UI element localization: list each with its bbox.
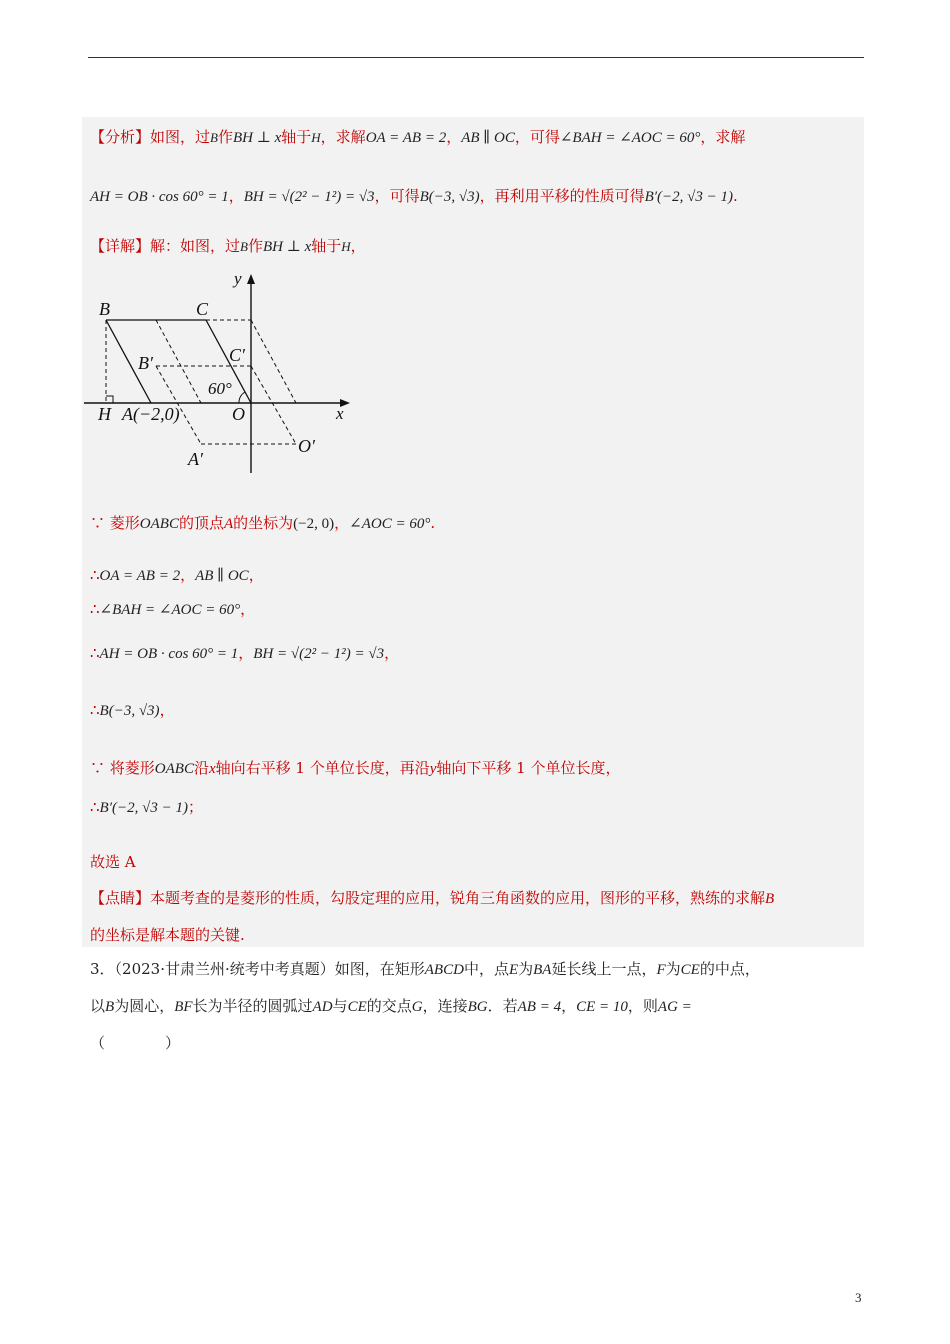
question-text: 中，点 (463, 960, 509, 978)
label-A: A(−2,0) (122, 404, 180, 424)
math-expr: ∠AOC = 60° (349, 516, 431, 532)
math-expr: AH = OB · cos 60° = 1 (90, 189, 229, 205)
analysis-text: ， (446, 128, 462, 146)
question-text: 的交点 (366, 997, 412, 1015)
math-var: CE (680, 962, 700, 978)
detail-text: 作 (247, 237, 263, 255)
math-var: BA (533, 962, 552, 978)
step-text: ， (238, 644, 254, 662)
question-text: 为 (665, 960, 681, 978)
analysis-text: 作 (217, 128, 233, 146)
comment-text: 本题考查的是菱形的性质，勾股定理的应用，锐角三角函数的应用，图形的平移，熟练的求解 (150, 889, 766, 907)
analysis-line-1 (90, 127, 745, 148)
math-expr: AH = OB · cos 60° = 1 (99, 646, 239, 662)
math-expr: ∠BAH = ∠AOC = 60° (559, 130, 701, 146)
step-text: ， (159, 701, 175, 719)
question-3-line-2 (90, 996, 692, 1017)
analysis-text: 如图，过 (150, 128, 211, 146)
math-expr: (−2, 0) (293, 516, 335, 532)
math-var: B (765, 891, 775, 907)
question-text: （2023·甘肃兰州·统考中考真题）如图，在矩形 (114, 960, 425, 978)
label-B: B (99, 299, 110, 319)
math-expr: AG = (657, 999, 692, 1015)
comment-line-2: 的坐标是解本题的关键. (90, 926, 245, 944)
comment-tag: 【点睛】 (90, 889, 151, 907)
label-B-prime: B′ (138, 353, 153, 373)
detail-intro (90, 236, 366, 257)
right-dashed-1 (251, 320, 296, 403)
step-text: ∴ (90, 600, 100, 618)
step-5 (90, 700, 175, 721)
question-text: 延长线上一点， (551, 960, 657, 978)
math-expr: AB ∥ OC (195, 568, 249, 584)
label-H: H (98, 404, 111, 424)
label-y: y (234, 269, 242, 288)
angle-arc (239, 392, 245, 403)
math-expr: B′(−2, √3 − 1) (644, 189, 734, 205)
choice: 故选 A (90, 853, 136, 871)
question-text: 为圆心， (114, 997, 175, 1015)
math-var: H (341, 239, 351, 254)
detail-text: ， (350, 237, 366, 255)
math-var: G (411, 999, 423, 1015)
step-text: 轴向右平移 1 个单位长度，再沿 (215, 759, 430, 777)
math-expr: BH = √(2² − 1²) = √3 (243, 189, 375, 205)
label-O: O (232, 404, 245, 424)
analysis-text: ，再利用平移的性质可得 (479, 187, 645, 205)
step-text: ； (187, 798, 203, 816)
question-3-line-1 (90, 959, 760, 980)
question-number: 3． (90, 960, 115, 978)
math-expr: OA = AB = 2 (99, 568, 181, 584)
question-3-answer-blank: （ ） (90, 1034, 181, 1052)
math-var: BF (174, 999, 193, 1015)
detail-text: 轴于 (311, 237, 342, 255)
math-var: B (105, 999, 115, 1015)
step-text: ∵ 将菱形 (90, 759, 155, 777)
question-text: ．若 (487, 997, 518, 1015)
comment-line-1 (90, 888, 774, 909)
math-var: AD (312, 999, 333, 1015)
math-expr: B(−3, √3) (419, 189, 480, 205)
analysis-text: ， (228, 187, 244, 205)
question-text: 的中点， (699, 960, 760, 978)
analysis-text: ，可得 (514, 128, 560, 146)
step-text: ， (180, 566, 196, 584)
step-text: 的顶点 (178, 514, 224, 532)
math-var: x (208, 761, 216, 777)
math-var: A (223, 516, 234, 532)
step-6 (90, 758, 621, 779)
step-text: 沿 (193, 759, 209, 777)
geometry-figure (84, 268, 354, 478)
label-O-prime: O′ (298, 436, 315, 456)
page-number: 3 (855, 1290, 862, 1305)
question-text: 以 (90, 997, 106, 1015)
math-expr: BH ⊥ x (263, 239, 312, 255)
math-var: CE (347, 999, 367, 1015)
math-expr: B′(−2, √3 − 1) (99, 800, 188, 816)
math-expr: OABC (139, 516, 179, 532)
analysis-text: 轴于 (281, 128, 312, 146)
mid-dashed-1 (156, 320, 201, 403)
math-expr: ∠BAH = ∠AOC = 60° (99, 602, 241, 618)
math-var: B (240, 239, 248, 254)
analysis-line-2 (90, 186, 738, 207)
question-text: ，则 (627, 997, 658, 1015)
analysis-text: ，求解 (320, 128, 366, 146)
step-text: ， (384, 644, 400, 662)
math-var: H (311, 130, 321, 145)
step-text: ∴ (90, 566, 100, 584)
math-var: BG (467, 999, 488, 1015)
math-var: ABCD (424, 962, 464, 978)
math-expr: B(−3, √3) (99, 703, 160, 719)
analysis-text: . (733, 187, 738, 205)
label-x: x (336, 404, 344, 423)
math-var: F (656, 962, 666, 978)
math-var: y (429, 761, 437, 777)
step-text: ∴ (90, 798, 100, 816)
step-text: ∵ 菱形 (90, 514, 140, 532)
top-rule (88, 57, 864, 58)
y-axis-arrow (247, 274, 255, 284)
math-expr: BH ⊥ x (233, 130, 282, 146)
label-A-prime: A′ (188, 449, 203, 469)
math-expr: OABC (154, 761, 194, 777)
question-text: 为 (518, 960, 534, 978)
math-expr: BH = √(2² − 1²) = √3 (253, 646, 385, 662)
math-expr: AB = 4 (517, 999, 562, 1015)
step-text: ， (334, 514, 350, 532)
step-3 (90, 599, 255, 620)
analysis-text: ，可得 (374, 187, 420, 205)
step-text: 的坐标为 (233, 514, 294, 532)
right-angle-mark (106, 396, 113, 403)
analysis-text: ，求解 (700, 128, 746, 146)
analysis-tag: 【分析】 (90, 128, 151, 146)
math-expr: OA = AB = 2 (365, 130, 447, 146)
math-expr: CE = 10 (576, 999, 628, 1015)
label-C-prime: C′ (229, 345, 245, 365)
label-C: C (196, 299, 209, 319)
edge-CprimeOprime (251, 366, 296, 444)
question-text: ，连接 (422, 997, 468, 1015)
step-text: ∴ (90, 701, 100, 719)
step-text: ， (240, 600, 256, 618)
detail-text: 解：如图，过 (150, 237, 241, 255)
question-text: ， (561, 997, 577, 1015)
math-expr: AB ∥ OC (461, 130, 515, 146)
step-text: . (430, 514, 436, 532)
step-text: 轴向下平移 1 个单位长度， (436, 759, 621, 777)
step-4 (90, 643, 399, 664)
question-text: 长为半径的圆弧过 (192, 997, 313, 1015)
math-var: E (508, 962, 519, 978)
question-text: 与 (332, 997, 348, 1015)
step-text: ∴ (90, 644, 100, 662)
step-text: ， (248, 566, 264, 584)
step-2 (90, 565, 264, 586)
step-7 (90, 797, 203, 818)
step-1 (90, 513, 435, 534)
detail-tag: 【详解】 (90, 237, 151, 255)
label-angle: 60° (208, 379, 232, 398)
math-var: B (210, 130, 218, 145)
